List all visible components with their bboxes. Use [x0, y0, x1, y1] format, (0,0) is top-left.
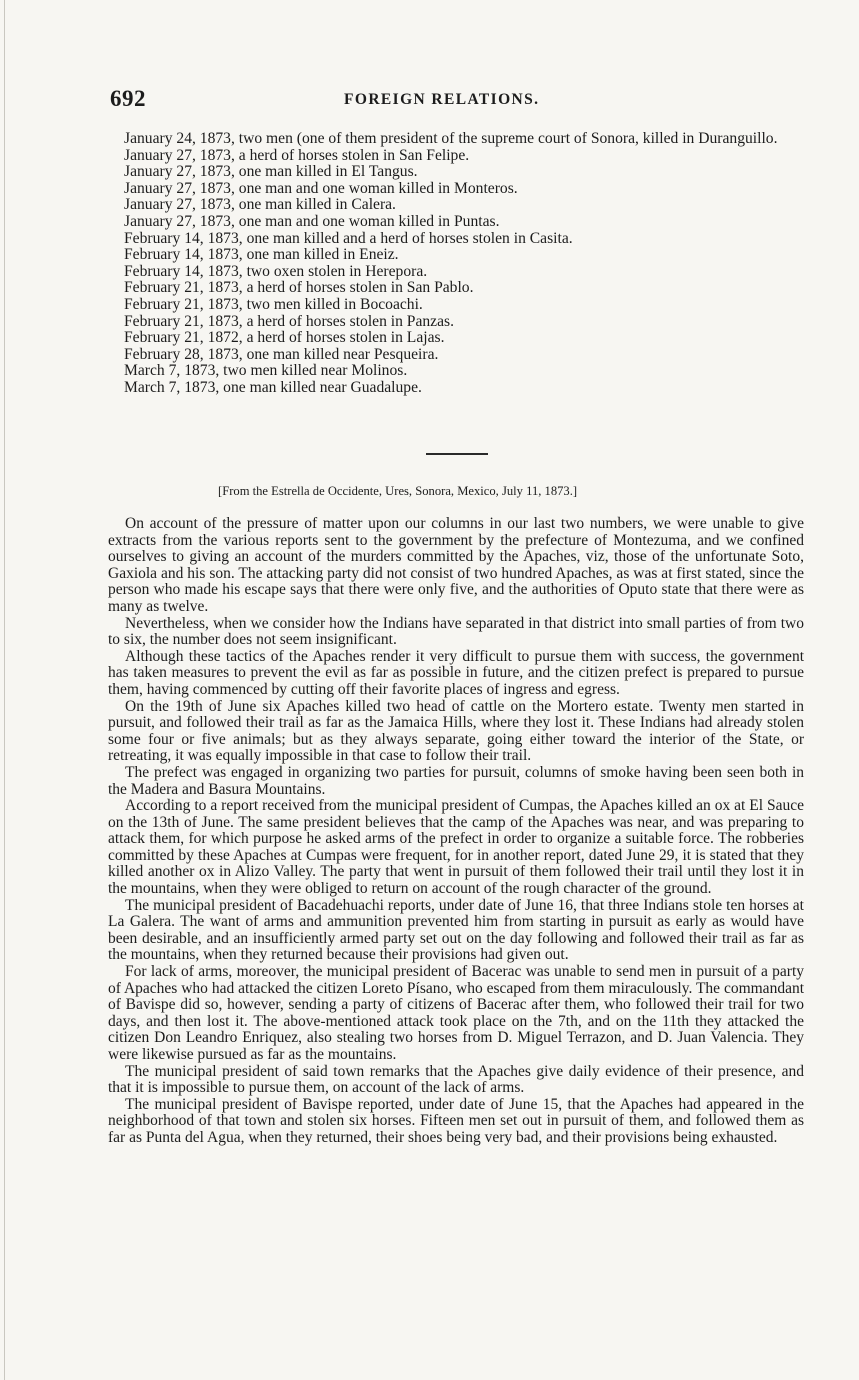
paragraph: The municipal president of said town remarks that the Apaches give daily evidence of their presence, and that it is impossible to pursue them, on account of the lack of arms.	[108, 1062, 804, 1097]
list-item: January 27, 1873, one man killed in Calera.	[124, 196, 396, 214]
article-body	[108, 516, 804, 1147]
list-item: February 14, 1873, one man killed and a herd of horses stolen in Casita.	[124, 229, 573, 247]
list-item: January 27, 1873, a herd of horses stolen in San Felipe.	[124, 146, 470, 164]
list-item: February 14, 1873, two oxen stolen in Herepora.	[124, 262, 428, 280]
running-head: FOREIGN RELATIONS.	[344, 91, 540, 108]
list-item: January 27, 1873, one man and one woman killed in Puntas.	[124, 212, 500, 230]
list-item: January 27, 1873, one man and one woman killed in Monteros.	[124, 179, 518, 197]
incident-list	[108, 131, 808, 397]
list-item: February 21, 1873, a herd of horses stolen in San Pablo.	[124, 279, 474, 297]
list-item: January 27, 1873, one man killed in El Tangus.	[124, 163, 418, 181]
page-header	[110, 86, 810, 116]
list-item: March 7, 1873, two men killed near Molinos.	[124, 362, 408, 380]
list-item: February 21, 1873, a herd of horses stolen in Panzas.	[124, 312, 454, 330]
paragraph: The municipal president of Bacadehuachi reports, under date of June 16, that three Indians stole ten horses at La Galera. The want of arms and ammunition prevented him from starting in pursuit as early as would have been desirable, and an insufficiently armed party set out on the day following and followed their trail as far as the mountains, when they returned because their provisions had given out.	[108, 896, 804, 964]
paragraph: On the 19th of June six Apaches killed two head of cattle on the Mortero estate. Twenty men started in pursuit, and followed their trail as far as the Jamaica Hills, where they lost it. These Indians had already stolen some four or five animals; but as they always separate, going either toward the interior of the State, or retreating, it was equally impossible in that case to follow their trail.	[108, 697, 804, 765]
source-note: [From the Estrella de Occidente, Ures, Sonora, Mexico, July 11, 1873.]	[218, 484, 578, 498]
paragraph: Nevertheless, when we consider how the Indians have separated in that district into small parties of from two to six, the number does not seem insignificant.	[108, 614, 804, 649]
section-divider	[426, 453, 488, 455]
list-item: February 21, 1873, two men killed in Bocoachi.	[124, 295, 423, 313]
list-item: February 28, 1873, one man killed near Pesqueira.	[124, 345, 439, 363]
paragraph: According to a report received from the municipal president of Cumpas, the Apaches killed an ox at El Sauce on the 13th of June. The same president believes that the camp of the Apaches was near, and was preparing to attack them, for which purpose he asked arms of the prefect in order to organize a suitable force. The robberies committed by these Apaches at Cumpas were frequent, for in another report, dated June 29, it is stated that they killed another ox in Alizo Valley. The party that went in pursuit of them followed their trail until they lost it in the mountains, when they were obliged to return on account of the rough character of the ground.	[108, 797, 804, 898]
paragraph: The municipal president of Bavispe reported, under date of June 15, that the Apaches had appeared in the neighborhood of that town and stolen six horses. Fifteen men set out in pursuit of them, and followed them as far as Punta del Agua, when they returned, their shoes being very bad, and their provisions being exhausted.	[108, 1095, 804, 1146]
list-item: March 7, 1873, one man killed near Guadalupe.	[124, 378, 422, 396]
list-item: February 14, 1873, one man killed in Eneiz.	[124, 246, 399, 264]
list-item: February 21, 1872, a herd of horses stolen in Lajas.	[124, 329, 445, 347]
paragraph: For lack of arms, moreover, the municipal president of Bacerac was unable to send men in pursuit of a party of Apaches who had attacked the citizen Loreto Písano, who escaped from them miraculously. The commandant of Bavispe did so, however, sending a party of citizens of Bacerac after them, who followed their trail for two days, and then lost it. The above-mentioned attack took place on the 7th, and on the 11th they attacked the citizen Don Leandro Enriquez, also stealing two horses from D. Miguel Terrazon, and D. Juan Valencia. They were likewise pursued as far as the mountains.	[108, 963, 804, 1063]
paragraph: The prefect was engaged in organizing two parties for pursuit, columns of smoke having been seen both in the Madera and Basura Mountains.	[108, 763, 804, 798]
paragraph: On account of the pressure of matter upon our columns in our last two numbers, we were unable to give extracts from the various reports sent to the government by the prefecture of Montezuma, and we confined ourselves to giving an account of the murders committed by the Apaches, viz, those of the unfortunate Soto, Gaxiola and his son. The attacking party did not consist of two hundred Apaches, as was at first stated, since the person who made his escape says that there were only five, and the authorities of Oputo state that there were as many as twelve.	[108, 515, 804, 615]
page-number: 692	[110, 86, 146, 111]
page-edge-rule	[4, 0, 5, 1380]
paragraph: Although these tactics of the Apaches render it very difficult to pursue them with success, the government has taken measures to prevent the evil as far as possible in future, and the citizen prefect is prepared to pursue them, having commenced by cutting off their favorite places of ingress and egress.	[108, 647, 804, 698]
list-item: January 24, 1873, two men (one of them president of the supreme court of Sonora, killed in Duranguillo.	[124, 130, 778, 147]
